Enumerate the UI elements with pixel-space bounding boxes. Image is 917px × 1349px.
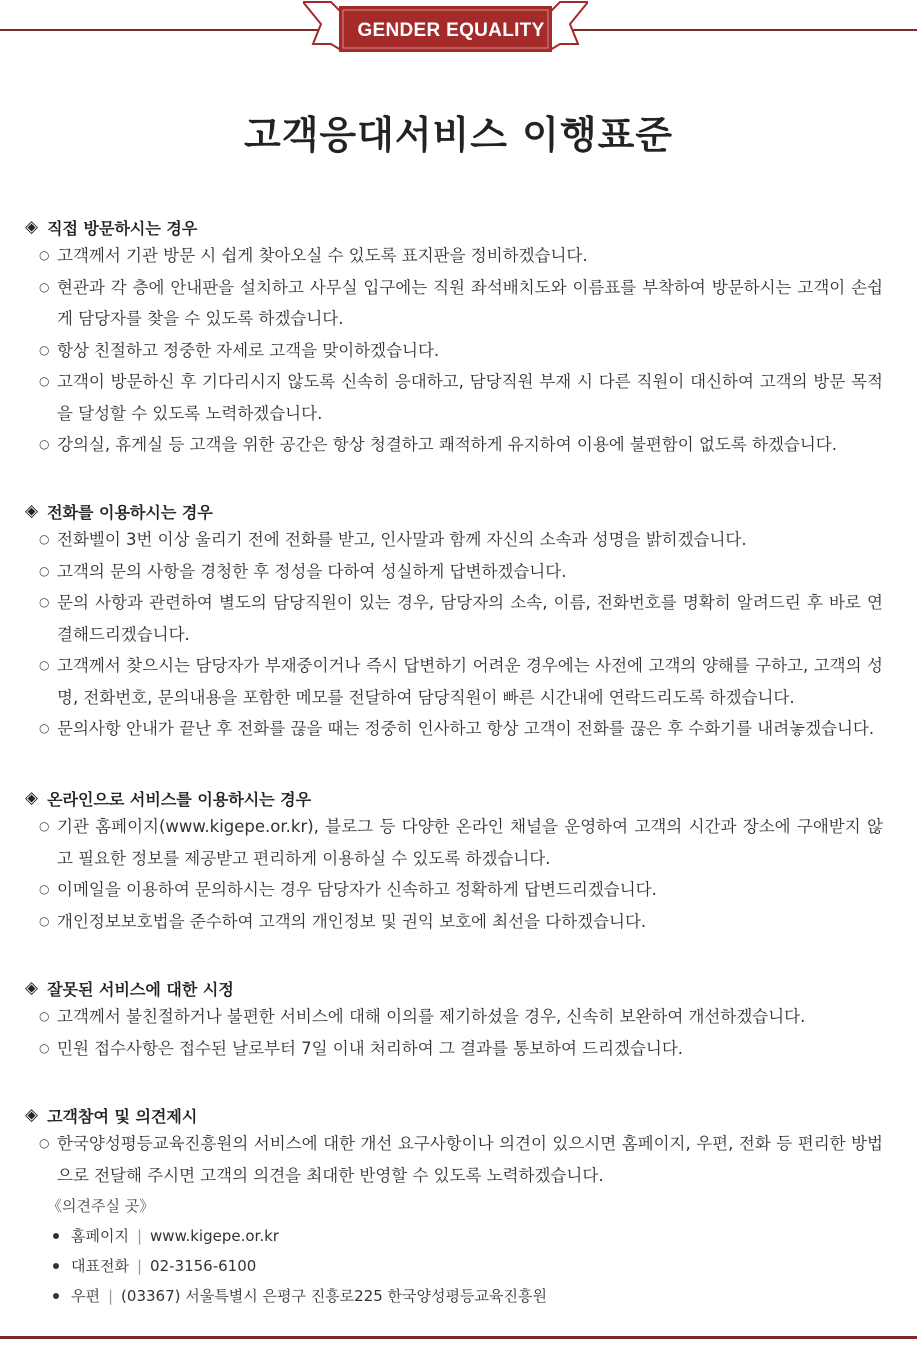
circle-bullet-icon: ○ xyxy=(39,882,50,896)
section-visit xyxy=(25,214,895,461)
circle-bullet-icon: ○ xyxy=(39,1136,50,1150)
contact-mail: 우편 | (03367) 서울특별시 은평구 진흥로225 한국양성평등교육진흥원 xyxy=(53,1281,895,1311)
section-heading-text: 전화를 이용하시는 경우 xyxy=(47,502,213,522)
contact-title: 《의견주실 곳》 xyxy=(47,1197,155,1215)
section-heading xyxy=(25,214,895,240)
circle-bullet-icon: ○ xyxy=(39,1009,50,1023)
list-item: ○ 한국양성평등교육진흥원의 서비스에 대한 개선 요구사항이나 의견이 있으시면 홈페이지, 우편, 전화 등 편리한 방법으로 전달해 주시면 고객의 의견을 최대한 반영할 수 있도록 노력하겠습니다. xyxy=(25,1128,895,1191)
circle-bullet-icon: ○ xyxy=(39,248,50,262)
circle-bullet-icon: ○ xyxy=(39,437,50,451)
circle-bullet-icon: ○ xyxy=(39,819,50,833)
circle-bullet-icon: ○ xyxy=(39,913,50,928)
list-item: ○ 항상 친절하고 정중한 자세로 고객을 맞이하겠습니다. xyxy=(25,335,895,367)
section-heading-text: 고객참여 및 의견제시 xyxy=(47,1106,198,1126)
section-heading xyxy=(25,1102,895,1128)
section-heading-text: 직접 방문하시는 경우 xyxy=(47,218,198,238)
diamond-icon: ◈ xyxy=(25,217,39,237)
bullet-dot-icon xyxy=(53,1233,59,1239)
section-heading-text: 잘못된 서비스에 대한 시정 xyxy=(47,979,234,999)
list-item: ○ 문의사항 안내가 끝난 후 전화를 끊을 때는 정중히 인사하고 항상 고객이 전화를 끊은 후 수화기를 내려놓겠습니다. xyxy=(25,713,895,745)
circle-bullet-icon: ○ xyxy=(39,658,50,672)
circle-bullet-icon: ○ xyxy=(39,279,50,294)
list-item: ○ 민원 접수사항은 접수된 날로부터 7일 이내 처리하여 그 결과를 통보하여 드리겠습니다. xyxy=(25,1033,895,1065)
list-item: ○ 전화벨이 3번 이상 울리기 전에 전화를 받고, 인사말과 함께 자신의 소속과 성명을 밝히겠습니다. xyxy=(25,524,895,556)
circle-bullet-icon: ○ xyxy=(39,721,50,735)
list-item: ○ 고객의 문의 사항을 경청한 후 정성을 다하여 성실하게 답변하겠습니다. xyxy=(25,556,895,588)
page-title: 고객응대서비스 이행표준 xyxy=(243,113,674,157)
diamond-icon: ◈ xyxy=(25,501,39,521)
homepage-link[interactable]: www.kigepe.or.kr xyxy=(150,1227,279,1245)
contact-homepage: 홈페이지 | www.kigepe.or.kr xyxy=(53,1221,895,1251)
list-item: ○ 현관과 각 층에 안내판을 설치하고 사무실 입구에는 직원 좌석배치도와 이름표를 부착하여 방문하시는 고객이 손쉽게 담당자를 찾을 수 있도록 하겠습니다. xyxy=(25,272,895,335)
circle-bullet-icon: ○ xyxy=(39,374,50,388)
list-item: ○ 고객이 방문하신 후 기다리시지 않도록 신속히 응대하고, 담당직원 부재 시 다른 직원이 대신하여 고객의 방문 목적을 달성할 수 있도록 노력하겠습니다. xyxy=(25,366,895,429)
badge-text: GENDER EQUALITY xyxy=(357,20,545,41)
diamond-icon: ◈ xyxy=(25,978,39,998)
circle-bullet-icon: ○ xyxy=(39,1040,50,1055)
section-heading xyxy=(25,498,895,524)
section-phone xyxy=(25,498,895,745)
circle-bullet-icon: ○ xyxy=(39,595,50,609)
bottom-divider xyxy=(0,1336,917,1339)
list-item: ○ 고객께서 찾으시는 담당자가 부재중이거나 즉시 답변하기 어려운 경우에는 사전에 고객의 양해를 구하고, 고객의 성명, 전화번호, 문의내용을 포함한 메모를 전달하여 담당직원이 빠른 시간내에 연락드리도록 하겠습니다. xyxy=(25,650,895,713)
list-item: ○ 이메일을 이용하여 문의하시는 경우 담당자가 신속하고 정확하게 답변드리겠습니다. xyxy=(25,874,895,906)
circle-bullet-icon: ○ xyxy=(39,532,50,546)
bullet-dot-icon xyxy=(53,1293,59,1299)
section-correction xyxy=(25,975,895,1064)
section-heading xyxy=(25,975,895,1001)
list-item: ○ 기관 홈페이지(www.kigepe.or.kr), 블로그 등 다양한 온라인 채널을 운영하여 고객의 시간과 장소에 구애받지 않고 필요한 정보를 제공받고 편리하게 이용하실 수 있도록 하겠습니다. xyxy=(25,811,895,874)
diamond-icon: ◈ xyxy=(25,1105,39,1125)
contact-phone: 대표전화 | 02-3156-6100 xyxy=(53,1251,895,1281)
section-heading xyxy=(25,785,895,811)
list-item: ○ 고객께서 기관 방문 시 쉽게 찾아오실 수 있도록 표지판을 정비하겠습니다. xyxy=(25,240,895,272)
bullet-dot-icon xyxy=(53,1263,59,1269)
section-feedback xyxy=(25,1102,895,1311)
list-item: ○ 개인정보보호법을 준수하여 고객의 개인정보 및 권익 보호에 최선을 다하겠습니다. xyxy=(25,906,895,938)
phone-number: 02-3156-6100 xyxy=(150,1257,257,1275)
mail-address: (03367) 서울특별시 은평구 진흥로225 한국양성평등교육진흥원 xyxy=(121,1287,547,1305)
circle-bullet-icon: ○ xyxy=(39,342,50,357)
list-item: ○ 강의실, 휴게실 등 고객을 위한 공간은 항상 청결하고 쾌적하게 유지하여 이용에 불편함이 없도록 하겠습니다. xyxy=(25,429,895,461)
section-online xyxy=(25,785,895,937)
diamond-icon: ◈ xyxy=(25,788,39,808)
section-heading-text: 온라인으로 서비스를 이용하시는 경우 xyxy=(47,789,312,809)
list-item: ○ 문의 사항과 관련하여 별도의 담당직원이 있는 경우, 담당자의 소속, 이름, 전화번호를 명확히 알려드린 후 바로 연결해드리겠습니다. xyxy=(25,587,895,650)
circle-bullet-icon: ○ xyxy=(39,563,50,578)
list-item: ○ 고객께서 불친절하거나 불편한 서비스에 대해 이의를 제기하셨을 경우, 신속히 보완하여 개선하겠습니다. xyxy=(25,1001,895,1033)
